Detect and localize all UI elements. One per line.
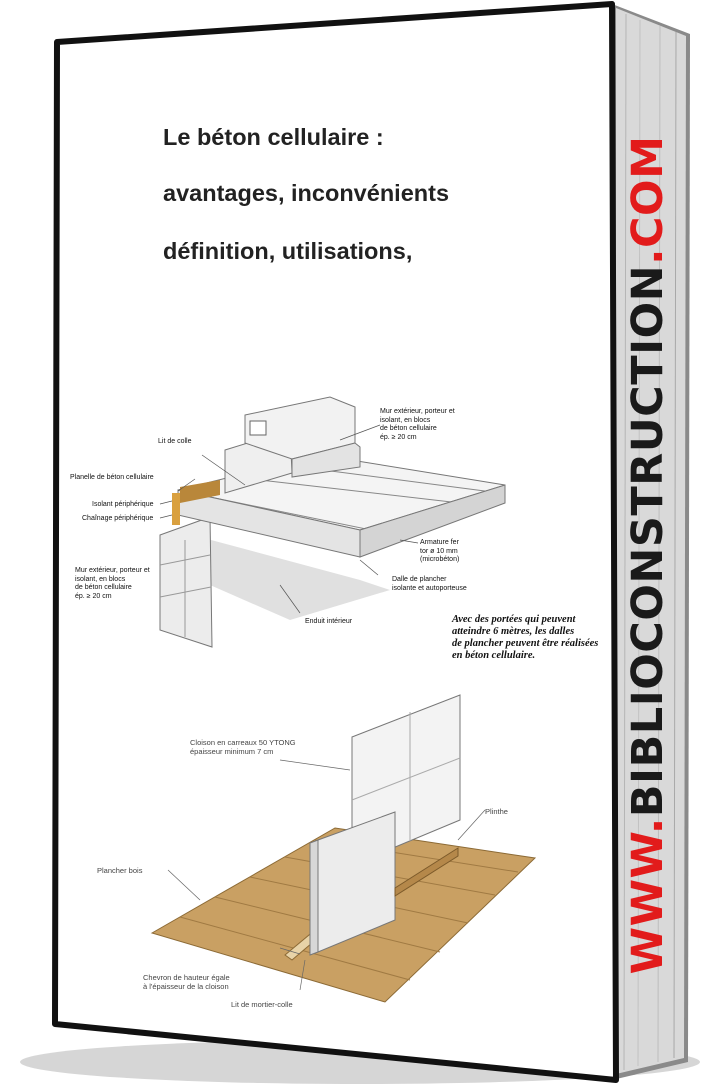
- label-cloison: Cloison en carreaux 50 YTONG épaisseur minimum 7 cm: [190, 738, 296, 756]
- label-planelle: Planelle de béton cellulaire: [70, 474, 154, 481]
- spine-text-prefix: WWW.: [623, 817, 673, 975]
- label-plancher: Plancher bois: [97, 866, 143, 875]
- cover-title-line-2: avantages, inconvénients: [163, 180, 450, 206]
- cover-title-line-3: définition, utilisations,: [163, 238, 413, 264]
- label-isolant: Isolant périphérique: [92, 501, 154, 508]
- figure-caption: Avec des portées qui peuvent atteindre 6 mètres, les dalles de plancher peuvent être réalisées en béton cellulaire.: [452, 614, 599, 661]
- label-enduit: Enduit intérieur: [305, 618, 353, 625]
- spine-text-suffix: .COM: [623, 135, 673, 265]
- lower-wall: [160, 517, 212, 647]
- label-chainage: Chaînage périphérique: [82, 515, 154, 522]
- label-chevron: Chevron de hauteur égale à l'épaisseur de la cloison: [143, 973, 230, 991]
- spine-url-text: [623, 136, 673, 975]
- label-lit-de-colle: Lit de colle: [158, 438, 192, 445]
- label-plinthe: Plinthe: [485, 807, 508, 816]
- label-armature: Armature fer tor ø 10 mm (microbéton): [420, 539, 460, 563]
- label-lit-mortier: Lit de mortier-colle: [231, 1000, 293, 1009]
- spine-text-main: BIBLIOCONSTRUCTION: [623, 264, 673, 818]
- label-dalle: Dalle de plancher isolante et autoporteuse: [392, 576, 467, 592]
- label-mur-exterieur-left: Mur extérieur, porteur et isolant, en blocs de béton cellulaire ép. ≥ 20 cm: [75, 567, 150, 600]
- peripheral-insulation: [172, 493, 180, 525]
- cover-title-line-1: Le béton cellulaire :: [163, 124, 384, 150]
- label-mur-exterieur-right: Mur extérieur, porteur et isolant, en blocs de béton cellulaire ép. ≥ 20 cm: [380, 408, 455, 441]
